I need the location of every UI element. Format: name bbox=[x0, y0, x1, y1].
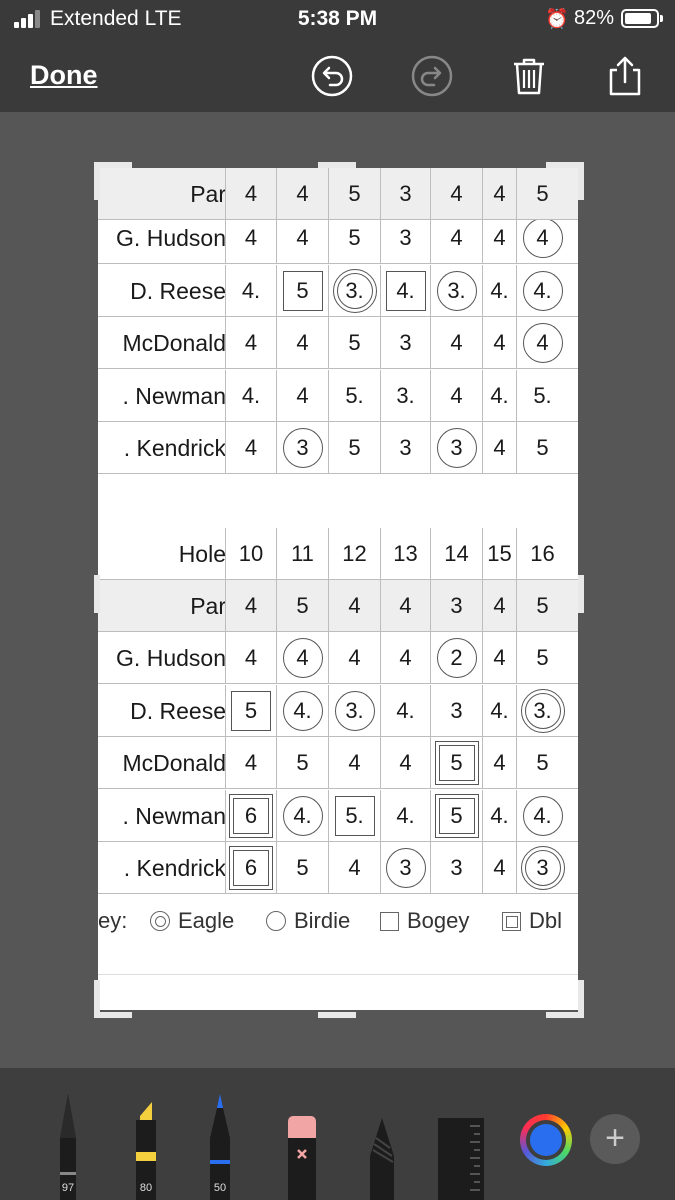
legend-eagle-label: Eagle bbox=[178, 908, 235, 933]
score-value: 5 bbox=[296, 593, 309, 618]
score-cell bbox=[276, 528, 328, 580]
score-value: 5 bbox=[348, 225, 361, 250]
score-cell bbox=[430, 842, 482, 894]
score-value: 4 bbox=[244, 645, 258, 670]
score-cell bbox=[380, 528, 430, 580]
score-cell bbox=[328, 842, 380, 894]
alarm-icon: ⏰ bbox=[545, 9, 569, 30]
score-value: 3. bbox=[533, 697, 552, 723]
score-value: 4 bbox=[348, 593, 361, 618]
score-value: 5. bbox=[345, 802, 364, 828]
share-icon[interactable] bbox=[603, 54, 647, 98]
score-value: 3. bbox=[345, 277, 364, 303]
hole-row bbox=[98, 528, 578, 580]
score-value: 4 bbox=[296, 225, 309, 250]
score-value: 4 bbox=[296, 181, 309, 206]
legend-dbl-label: Dbl bbox=[529, 908, 563, 933]
score-value: 3 bbox=[450, 593, 463, 618]
legend-birdie bbox=[266, 908, 350, 934]
score-value: 4 bbox=[493, 855, 506, 880]
score-cell bbox=[482, 737, 516, 789]
score-value: 4 bbox=[244, 181, 258, 206]
score-value: 5 bbox=[536, 750, 549, 775]
color-picker[interactable] bbox=[520, 1114, 572, 1166]
score-value: 4 bbox=[450, 181, 463, 206]
score-value: 5 bbox=[348, 181, 361, 206]
score-value: 4 bbox=[244, 435, 258, 460]
score-cell bbox=[225, 842, 276, 894]
score-cell bbox=[380, 737, 430, 789]
score-value: 13 bbox=[393, 541, 418, 566]
score-value: 5. bbox=[345, 382, 364, 408]
lasso-tool[interactable] bbox=[360, 1090, 404, 1200]
score-value: 5 bbox=[348, 435, 361, 460]
score-cell bbox=[380, 842, 430, 894]
score-value: 4 bbox=[244, 593, 258, 618]
row-label: Par bbox=[190, 593, 226, 619]
player-row bbox=[98, 737, 578, 789]
score-cell bbox=[225, 685, 276, 737]
score-cell bbox=[380, 422, 430, 474]
score-cell bbox=[430, 528, 482, 580]
score-cell bbox=[482, 842, 516, 894]
score-value: 3 bbox=[296, 435, 309, 460]
score-value: 4. bbox=[396, 802, 415, 828]
score-cell bbox=[225, 317, 276, 369]
score-cell bbox=[482, 168, 516, 220]
score-value: 3 bbox=[450, 435, 463, 460]
score-cell bbox=[380, 632, 430, 684]
score-cell bbox=[430, 580, 482, 632]
score-value: 4. bbox=[241, 277, 261, 303]
score-cell bbox=[328, 370, 380, 422]
battery-percent: 82% bbox=[574, 7, 615, 29]
score-cell bbox=[276, 790, 328, 842]
score-cell bbox=[380, 265, 430, 317]
score-cell bbox=[276, 737, 328, 789]
battery-icon bbox=[621, 9, 659, 28]
par-row bbox=[98, 168, 578, 220]
score-cell bbox=[328, 685, 380, 737]
score-value: 4. bbox=[241, 382, 261, 408]
player-row bbox=[98, 317, 578, 369]
score-cell bbox=[225, 580, 276, 632]
score-cell bbox=[380, 317, 430, 369]
double-bogey-icon bbox=[502, 912, 521, 931]
score-cell bbox=[482, 265, 516, 317]
score-value: 4 bbox=[450, 382, 463, 408]
score-cell bbox=[482, 685, 516, 737]
score-value: 4. bbox=[293, 802, 312, 828]
trash-icon[interactable] bbox=[507, 54, 551, 98]
legend-bogey-label: Bogey bbox=[407, 908, 470, 933]
score-cell bbox=[482, 422, 516, 474]
score-value: 15 bbox=[487, 541, 512, 566]
score-value: 5 bbox=[244, 697, 258, 723]
score-cell bbox=[430, 168, 482, 220]
score-cell bbox=[328, 422, 380, 474]
row-label: . Kendrick bbox=[123, 855, 226, 881]
score-cell bbox=[328, 265, 380, 317]
legend-label: ey: bbox=[98, 908, 128, 933]
row-label: . Kendrick bbox=[123, 435, 226, 461]
row-label: G. Hudson bbox=[116, 225, 226, 251]
score-cell bbox=[430, 632, 482, 684]
score-cell bbox=[328, 317, 380, 369]
legend-eagle bbox=[150, 908, 234, 934]
score-cell bbox=[482, 580, 516, 632]
score-cell bbox=[328, 790, 380, 842]
clock: 5:38 PM bbox=[297, 7, 378, 30]
score-value: 3 bbox=[450, 697, 463, 723]
score-value: 16 bbox=[530, 541, 555, 566]
score-value: 11 bbox=[291, 541, 314, 566]
divider bbox=[98, 974, 578, 975]
tool-size-label: 80 bbox=[139, 1182, 153, 1194]
score-cell bbox=[328, 168, 380, 220]
score-cell bbox=[482, 790, 516, 842]
score-value: 5 bbox=[450, 750, 463, 775]
birdie-icon bbox=[266, 911, 286, 931]
score-value: 4 bbox=[296, 330, 309, 355]
score-cell bbox=[516, 685, 568, 737]
score-cell bbox=[516, 842, 568, 894]
score-cell bbox=[430, 737, 482, 789]
crop-handle[interactable] bbox=[94, 575, 100, 613]
undo-icon[interactable] bbox=[310, 54, 354, 98]
score-cell bbox=[276, 842, 328, 894]
score-cell bbox=[276, 168, 328, 220]
score-cell bbox=[380, 370, 430, 422]
player-row bbox=[98, 842, 578, 894]
score-value: 4 bbox=[244, 750, 258, 775]
score-cell bbox=[516, 737, 568, 789]
score-value: 5 bbox=[296, 750, 309, 775]
par-row bbox=[98, 580, 578, 632]
crop-handle[interactable] bbox=[94, 980, 100, 1018]
score-cell bbox=[430, 317, 482, 369]
score-value: 3. bbox=[396, 382, 415, 408]
score-value: 6 bbox=[244, 855, 258, 880]
score-value: 4. bbox=[490, 277, 509, 303]
score-cell bbox=[225, 737, 276, 789]
eraser-tool[interactable] bbox=[280, 1090, 324, 1200]
score-cell bbox=[276, 632, 328, 684]
bogey-icon bbox=[380, 912, 399, 931]
eagle-icon bbox=[150, 911, 170, 931]
score-value: 4. bbox=[293, 697, 312, 723]
score-value: 3. bbox=[447, 277, 466, 303]
score-value: 4 bbox=[399, 750, 412, 775]
score-value: 4 bbox=[493, 181, 506, 206]
score-cell bbox=[516, 790, 568, 842]
score-value: 3 bbox=[399, 181, 412, 206]
score-cell bbox=[225, 370, 276, 422]
score-value: 3 bbox=[399, 855, 412, 880]
score-cell bbox=[516, 632, 568, 684]
score-value: 4. bbox=[490, 697, 509, 723]
score-value: 4 bbox=[244, 225, 258, 250]
row-label: D. Reese bbox=[130, 697, 226, 724]
score-value: 14 bbox=[444, 541, 469, 566]
score-cell bbox=[276, 685, 328, 737]
score-value: 5 bbox=[536, 181, 549, 206]
score-value: 4 bbox=[399, 593, 412, 618]
score-value: 4 bbox=[399, 645, 412, 670]
player-row bbox=[98, 370, 578, 422]
score-cell bbox=[328, 632, 380, 684]
score-cell bbox=[380, 168, 430, 220]
score-value: 4. bbox=[533, 802, 552, 828]
score-cell bbox=[482, 370, 516, 422]
score-value: 5 bbox=[536, 435, 549, 460]
score-value: 4 bbox=[536, 330, 549, 355]
score-value: 5 bbox=[536, 645, 549, 670]
score-cell bbox=[328, 528, 380, 580]
score-value: 4 bbox=[493, 225, 506, 250]
score-value: 4 bbox=[493, 645, 506, 670]
status-bar bbox=[0, 0, 675, 40]
score-value: 4 bbox=[296, 382, 309, 408]
crop-handle[interactable] bbox=[318, 1012, 356, 1018]
score-value: 3 bbox=[399, 330, 412, 355]
score-cell bbox=[482, 632, 516, 684]
scorecard-image bbox=[98, 168, 578, 1010]
score-cell bbox=[276, 317, 328, 369]
row-label: McDonald bbox=[122, 330, 226, 356]
score-value: 4 bbox=[348, 645, 361, 670]
tool-size-label: 50 bbox=[213, 1182, 227, 1194]
ruler-tool[interactable] bbox=[436, 1090, 486, 1200]
score-cell bbox=[276, 265, 328, 317]
score-cell bbox=[225, 790, 276, 842]
row-label: Hole bbox=[178, 541, 226, 567]
add-button[interactable]: + bbox=[590, 1114, 640, 1164]
crop-handle[interactable] bbox=[318, 162, 356, 168]
score-cell bbox=[380, 790, 430, 842]
tool-tray bbox=[0, 1068, 675, 1200]
score-value: 4. bbox=[490, 382, 509, 408]
player-row bbox=[98, 422, 578, 474]
score-value: 10 bbox=[238, 541, 264, 566]
score-value: 4 bbox=[493, 435, 506, 460]
score-value: 5. bbox=[533, 382, 552, 408]
score-value: 3 bbox=[536, 855, 549, 880]
score-value: 3 bbox=[450, 855, 463, 880]
legend bbox=[98, 902, 578, 942]
score-cell bbox=[430, 790, 482, 842]
score-value: 4 bbox=[536, 225, 549, 250]
row-label: D. Reese bbox=[130, 277, 226, 304]
row-label: Par bbox=[190, 181, 226, 207]
player-row bbox=[98, 790, 578, 842]
player-row bbox=[98, 265, 578, 317]
score-cell bbox=[516, 580, 568, 632]
score-cell bbox=[225, 422, 276, 474]
score-cell bbox=[225, 265, 276, 317]
score-cell bbox=[430, 265, 482, 317]
legend-dbl bbox=[502, 908, 562, 934]
player-row bbox=[98, 685, 578, 737]
score-value: 4 bbox=[348, 750, 361, 775]
score-cell bbox=[516, 317, 568, 369]
score-value: 4. bbox=[396, 697, 415, 723]
score-cell bbox=[380, 685, 430, 737]
score-cell bbox=[328, 580, 380, 632]
score-value: 5 bbox=[348, 330, 361, 355]
done-button[interactable]: Done bbox=[30, 60, 98, 90]
selected-color-dot bbox=[530, 1124, 562, 1156]
markup-toolbar bbox=[0, 40, 675, 112]
score-value: 4. bbox=[396, 277, 415, 303]
score-value: 4 bbox=[450, 330, 463, 355]
player-row bbox=[98, 632, 578, 684]
score-cell bbox=[430, 370, 482, 422]
legend-birdie-label: Birdie bbox=[294, 908, 351, 933]
score-cell bbox=[516, 528, 568, 580]
score-cell bbox=[430, 685, 482, 737]
score-cell bbox=[225, 528, 276, 580]
score-value: 12 bbox=[342, 541, 367, 566]
score-value: 4 bbox=[296, 645, 309, 670]
score-value: 3. bbox=[345, 697, 364, 723]
row-label: . Newman bbox=[122, 382, 226, 409]
score-value: 3 bbox=[399, 435, 412, 460]
row-label: McDonald bbox=[122, 750, 226, 776]
redo-icon[interactable] bbox=[410, 54, 454, 98]
score-value: 5 bbox=[450, 802, 463, 828]
score-cell bbox=[225, 632, 276, 684]
score-value: 2 bbox=[450, 645, 463, 670]
score-value: 4 bbox=[493, 593, 506, 618]
score-cell bbox=[276, 580, 328, 632]
score-value: 5 bbox=[296, 855, 309, 880]
crop-handle[interactable] bbox=[578, 980, 584, 1018]
score-cell bbox=[328, 737, 380, 789]
score-value: 4 bbox=[244, 330, 258, 355]
crop-handle[interactable] bbox=[578, 575, 584, 613]
legend-bogey bbox=[380, 908, 469, 934]
score-cell bbox=[276, 370, 328, 422]
score-value: 4. bbox=[490, 802, 509, 828]
score-cell bbox=[380, 580, 430, 632]
score-value: 5 bbox=[296, 277, 309, 303]
row-label: G. Hudson bbox=[116, 645, 226, 671]
score-value: 4 bbox=[493, 330, 506, 355]
score-value: 4 bbox=[348, 855, 361, 880]
score-cell bbox=[225, 168, 276, 220]
score-value: 4. bbox=[533, 277, 552, 303]
score-value: 4 bbox=[493, 750, 506, 775]
tool-size-label: 97 bbox=[61, 1182, 75, 1194]
score-cell bbox=[482, 528, 516, 580]
score-cell bbox=[482, 317, 516, 369]
score-value: 3 bbox=[399, 225, 412, 250]
crop-handle[interactable] bbox=[578, 162, 584, 200]
carrier-label: Extended LTE bbox=[50, 7, 182, 30]
score-cell bbox=[516, 168, 568, 220]
score-value: 4 bbox=[450, 225, 463, 250]
score-cell bbox=[516, 422, 568, 474]
row-label: . Newman bbox=[122, 802, 226, 829]
crop-handle[interactable] bbox=[94, 162, 100, 200]
score-cell bbox=[430, 422, 482, 474]
score-value: 5 bbox=[536, 593, 549, 618]
score-value: 6 bbox=[244, 802, 258, 828]
score-cell bbox=[276, 422, 328, 474]
score-cell bbox=[516, 370, 568, 422]
score-cell bbox=[516, 265, 568, 317]
